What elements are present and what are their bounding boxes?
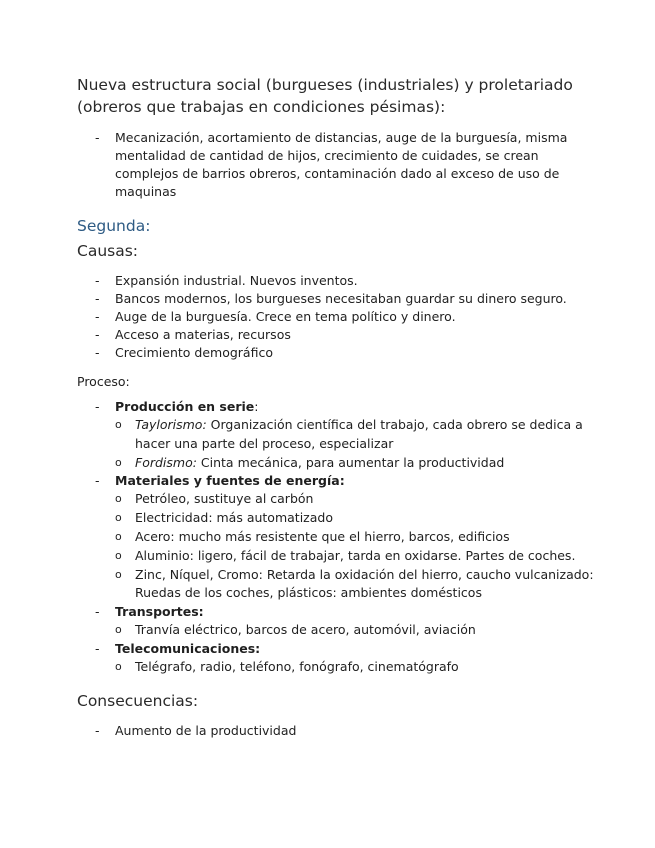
sublist-item: o Aluminio: ligero, fácil de trabajar, tarda en oxidarse. Partes de coches. — [115, 547, 597, 566]
document-page — [77, 74, 597, 740]
list-item: - Crecimiento demográfico — [95, 345, 273, 360]
dash-bullet: - — [95, 640, 100, 656]
transportes-sublist — [115, 621, 597, 640]
materiales-title: Materiales y fuentes de energía: — [115, 473, 345, 489]
dash-bullet: - — [95, 399, 100, 414]
list-item: - Expansión industrial. Nuevos inventos. — [95, 273, 358, 288]
circle-bullet: o — [115, 511, 122, 525]
circle-bullet: o — [115, 492, 122, 506]
sublist-item: o Petróleo, sustituye al carbón — [115, 490, 597, 509]
dash-bullet: - — [95, 309, 100, 324]
list-item: - Aumento de la productividad — [95, 722, 297, 738]
dash-bullet: - — [95, 604, 100, 620]
proceso-list — [77, 398, 597, 677]
sublist-item: o Electricidad: más automatizado — [115, 509, 597, 528]
list-item: - Mecanización, acortamiento de distancias, auge de la burguesía, misma mentalidad de cantidad de hijos, crecimiento de cuidades, se crean complejos de barrios obreros, contaminación dado al exceso de uso de maquinas — [95, 130, 568, 199]
dash-bullet: - — [95, 722, 100, 738]
dash-bullet: - — [95, 473, 100, 489]
circle-bullet: o — [115, 529, 122, 543]
list-item-materiales — [77, 472, 597, 603]
dash-bullet: - — [95, 130, 100, 145]
section-title-segunda: Segunda: — [77, 217, 151, 235]
list-item: - Auge de la burguesía. Crece en tema político y dinero. — [95, 309, 456, 324]
produccion-sublist — [115, 416, 597, 472]
sublist-item: o Zinc, Níquel, Cromo: Retarda la oxidación del hierro, caucho vulcanizado: Ruedas de los coches, plásticos: ambientes domésticos — [115, 566, 594, 601]
consecuencias-heading: Consecuencias: — [77, 691, 199, 710]
sublist-item: o Taylorismo: Organización científica del trabajo, cada obrero se dedica a hacer una parte del proceso, especializar — [115, 417, 583, 451]
causas-list — [77, 272, 597, 362]
proceso-heading: Proceso: — [77, 374, 130, 389]
transportes-title: Transportes: — [115, 604, 204, 620]
circle-bullet: o — [115, 548, 122, 562]
dash-bullet: - — [95, 273, 100, 288]
materiales-sublist — [115, 490, 597, 603]
sublist-item: o Acero: mucho más resistente que el hierro, barcos, edificios — [115, 528, 597, 547]
causas-heading: Causas: — [77, 242, 139, 260]
produccion-title: Producción en serie — [115, 399, 255, 414]
telecom-title: Telecomunicaciones: — [115, 640, 261, 656]
list-item: - Bancos modernos, los burgueses necesitaban guardar su dinero seguro. — [95, 291, 567, 306]
list-item-telecomunicaciones — [77, 640, 597, 677]
circle-bullet: o — [115, 455, 122, 469]
circle-bullet: o — [115, 659, 122, 673]
circle-bullet: o — [115, 418, 122, 431]
dash-bullet: - — [95, 291, 100, 306]
list-item-produccion: - Producción en serie: o Taylorismo: Organización científica del trabajo, cada obrero se dedica a hacer una parte del proceso, especializar o Fordismo: Cinta mecánica, para aumentar la productividad — [77, 398, 597, 472]
sublist-item: o Telégrafo, radio, teléfono, fonógrafo, cinematógrafo — [115, 658, 597, 677]
sublist-item: o Tranvía eléctrico, barcos de acero, automóvil, aviación — [115, 621, 597, 640]
intro-heading: Nueva estructura social (burgueses (industriales) y proletariado (obreros que trabajas en condiciones pésimas): — [77, 76, 573, 116]
list-item-transportes — [77, 603, 597, 640]
telecom-sublist — [115, 658, 597, 677]
dash-bullet: - — [95, 327, 100, 342]
intro-list — [77, 129, 597, 201]
circle-bullet: o — [115, 567, 122, 581]
sublist-item: o Fordismo: Cinta mecánica, para aumentar la productividad — [115, 454, 597, 473]
circle-bullet: o — [115, 623, 122, 637]
list-item: - Acceso a materias, recursos — [95, 327, 291, 342]
consecuencias-list — [77, 722, 597, 740]
dash-bullet: - — [95, 345, 100, 360]
